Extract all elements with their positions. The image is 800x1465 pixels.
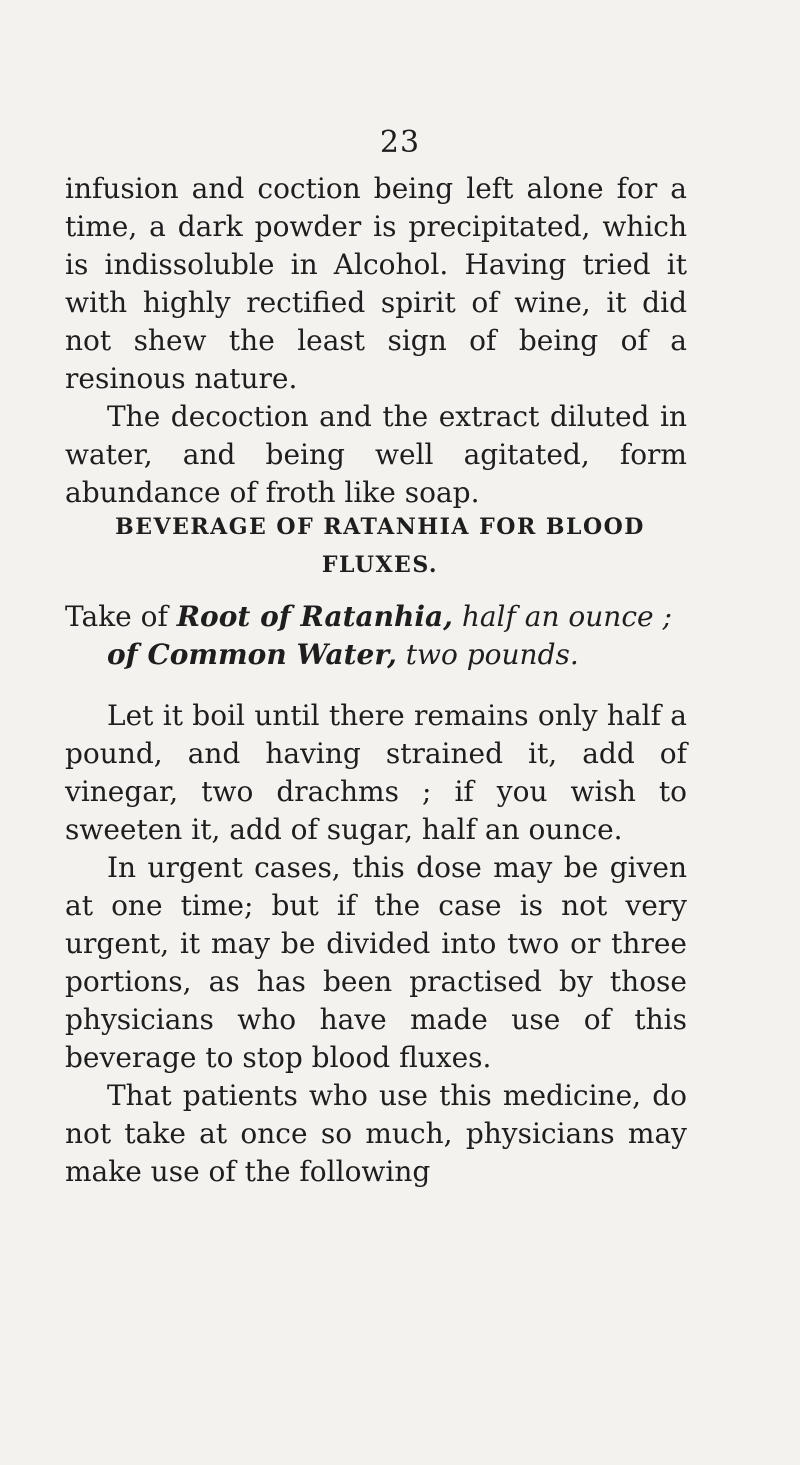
section-heading [60,508,700,584]
recipe-half-ounce: half an ounce ; [452,600,672,633]
recipe-root: Root of Ratanhia, [176,600,453,633]
paragraph-patients: That patients who use this medicine, do not take at once so much, physicians may make use of the following [65,1079,687,1188]
heading-line-1: BEVERAGE OF RATANHIA FOR BLOOD [115,514,645,540]
paragraph-boil: Let it boil until there remains only half a pound, and having strained it, add of vinegar, two drachms ; if you wish to sweeten it, add of sugar, half an ounce. [65,699,687,846]
recipe-line-1 [65,598,687,636]
recipe-common-water: of Common Water, [107,638,397,671]
recipe [65,598,687,674]
paragraph-urgent: In urgent cases, this dose may be given at one time; but if the case is not very urgent, it may be divided into two or three portions, as has been practised by those physicians who have made use of this beverage to stop blood fluxes. [65,851,687,1074]
paragraph-infusion: infusion and coction being left alone for a time, a dark powder is precipitated, which is indissoluble in Alcohol. Having tried it with highly rectified spirit of wine, it did not shew the least sign of being of a resinous nature. [65,172,687,395]
heading-line-2: FLUXES. [321,552,439,578]
recipe-line-2 [65,636,687,674]
recipe-take: Take of [65,600,177,633]
paragraph-decoction: The decoction and the extract diluted in water, and being well agitated, form abundance of froth like soap. [65,400,687,509]
recipe-two-pounds: two pounds. [396,638,579,671]
page-number: 23 [379,125,421,160]
text-block-top [65,170,687,512]
text-block-bottom [65,697,687,1191]
